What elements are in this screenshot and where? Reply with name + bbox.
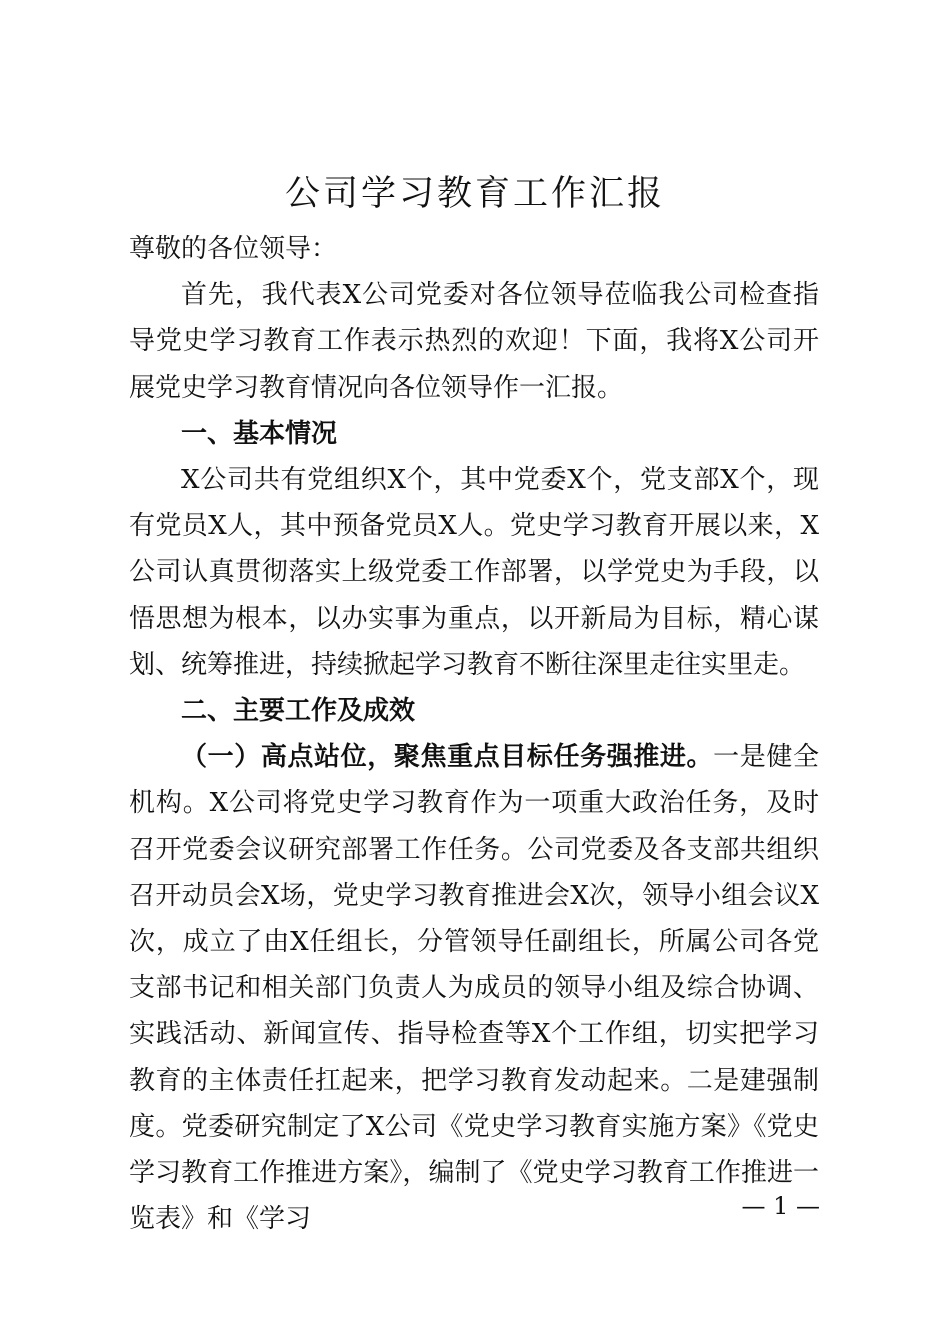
section-heading-main-work: 二、主要工作及成效 [181, 696, 416, 727]
subsection-body: 一是健全机构。X公司将党史学习教育作为一项重大政治任务，及时召开党委会议研究部署工作任务。公司党委及各支部共组织召开动员会X场，党史学习教育推进会X次，领导小组会议X次，成立了由X任组长，分管领导任副组长，所属公司各党支部书记和相关部门负责人为成员的领导小组及综合协调、实践活动、新闻宣传、指导检查等X个工作组，切实把学习教育的主体责任扛起来，把学习教育发动起来。二是建强制度。党委研究制定了X公司《党史学习教育实施方案》《党史学习教育工作推进方案》，编制了《党史学习教育工作推进一览表》和《学习 [129, 742, 819, 1235]
document-body [129, 226, 819, 1242]
main-work-paragraph [129, 734, 819, 1242]
subsection-heading: （一）高点站位，聚焦重点目标任务强推进。 [181, 742, 714, 773]
salutation: 尊敬的各位领导： [129, 234, 338, 264]
document-title: 公司学习教育工作汇报 [284, 174, 665, 214]
basic-situation-paragraph: X公司共有党组织X个，其中党委X个，党支部X个，现有党员X人，其中预备党员X人。党史学习教育开展以来，X公司认真贯彻落实上级党委工作部署，以学党史为手段，以悟思想为根本，以办实事为重点，以开新局为目标，精心谋划、统筹推进，持续掀起学习教育不断往深里走往实里走。 [129, 465, 819, 680]
intro-paragraph: 首先，我代表X公司党委对各位领导莅临我公司检查指导党史学习教育工作表示热烈的欢迎！下面，我将X公司开展党史学习教育情况向各位领导作一汇报。 [129, 280, 819, 403]
section-heading-basic-situation: 一、基本情况 [181, 418, 338, 449]
page-number: — 1 — [741, 1192, 820, 1220]
